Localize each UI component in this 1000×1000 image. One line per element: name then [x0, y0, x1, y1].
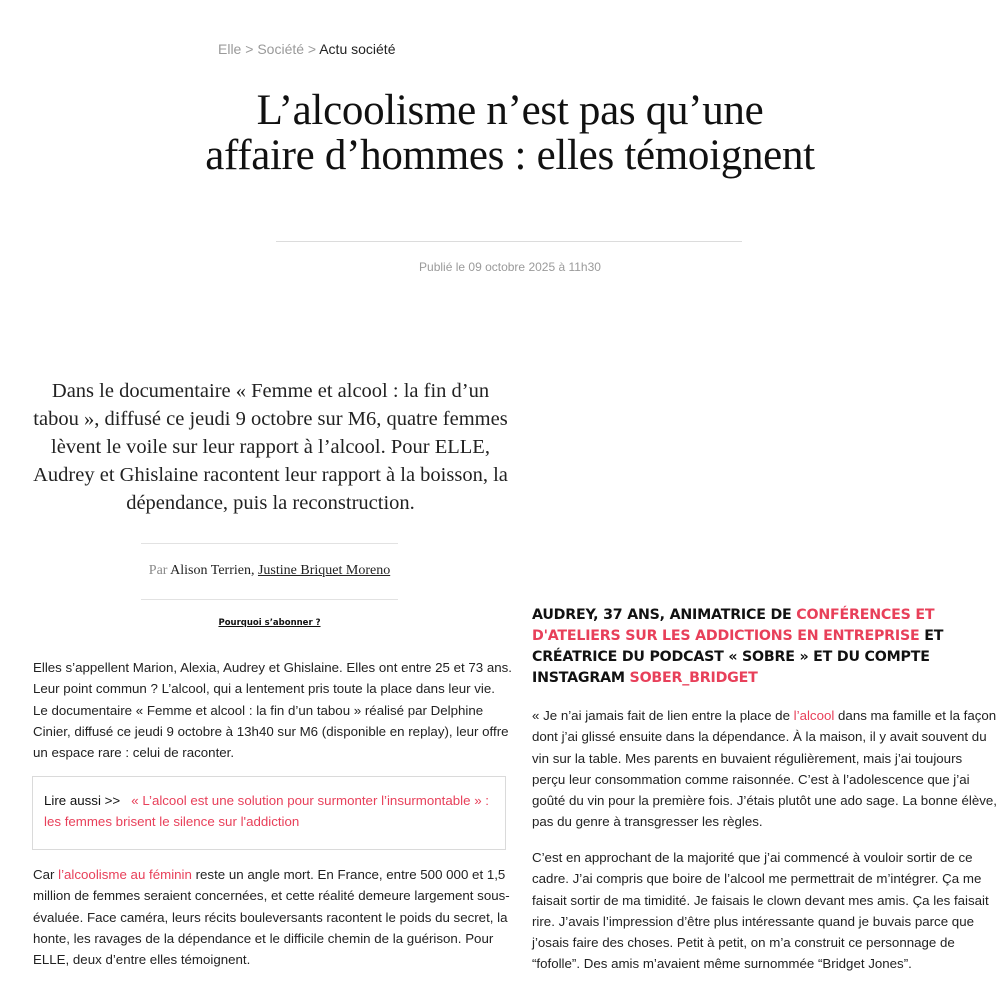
context-paragraph [33, 864, 513, 970]
text-segment: « Je n’ai jamais fait de lien entre la place de [532, 708, 794, 723]
article-lead: Dans le documentaire « Femme et alcool : la fin d’un tabou », diffusé ce jeudi 9 octobre sur M6, quatre femmes lèvent le voile sur leur rapport à l’alcool. Pour ELLE, Audrey et Ghislaine racontent leur rapport à la boisson, la dépendance, puis la reconstruction. [33, 380, 508, 514]
read-also-box [32, 776, 506, 850]
intro-paragraph: Elles s’appellent Marion, Alexia, Audrey et Ghislaine. Elles ont entre 25 et 73 ans. Leur point commun ? L’alcool, qui a lentement pris toute la place dans leur vie. Le documentaire « Femme et alcool : la fin d’un tabou » réalisé par Delphine Cinier, diffusé ce jeudi 9 octobre à 13h40 sur M6 (disponible en replay), leur offre un espace rare : celui de raconter. [33, 660, 512, 761]
byline-divider-top [141, 543, 398, 544]
title-divider [276, 241, 742, 242]
byline-divider-bottom [141, 599, 398, 600]
read-also-link[interactable]: « L’alcool est une solution pour surmonter l’insurmontable » : les femmes brisent le silence sur l'addiction [44, 793, 489, 830]
author-name: Alison Terrien [170, 563, 251, 578]
section-heading [532, 605, 972, 689]
breadcrumb-separator: > [307, 41, 320, 57]
publication-date: Publié le 09 octobre 2025 à 11h30 [419, 260, 601, 274]
heading-segment: AUDREY, 37 ANS, ANIMATRICE DE [532, 607, 797, 623]
text-segment: Car [33, 867, 59, 882]
byline-prefix: Par [148, 563, 171, 578]
instagram-link[interactable]: SOBER_BRIDGET [629, 670, 758, 686]
testimony-paragraph-2: C’est en approchant de la majorité que j’ai commencé à vouloir sortir de ce cadre. J’ai compris que boire de l’alcool me permettrait de m’intégrer. Ça me faisait sortir de ma timidité. Je faisais le clown devant mes amis. Ça les faisait rire. J’avais l’impression d’être plus intéressante quand je buvais parce que j’osais faire des choses. Petit à petit, on m’a construit ce personnage de “fofolle”. Des amis m’avaient même surnommée “Bridget Jones”. [532, 850, 989, 972]
breadcrumb-item-current: Actu société [319, 41, 396, 57]
testimony-paragraph-1 [532, 705, 997, 833]
text-segment: dans ma famille et la façon dont j’ai glissé ensuite dans la dépendance. À la maison, il y avait souvent du vin sur la table. Mes parents en buvaient régulièrement, mais j’ai toujours perçu leur consommation comme raisonnée. C’est à l’adolescence que j’ai goûté du vin pour la première fois. J’étais plutôt une ado sage. La bonne élève, pas du genre à transgresser les règles. [532, 708, 997, 830]
read-also-label: Lire aussi >> [44, 793, 121, 808]
subscribe-link[interactable]: Pourquoi s’abonner ? [218, 618, 321, 628]
byline-separator: , [250, 563, 258, 578]
article-title: L’alcoolisme n’est pas qu’une affaire d’hommes : elles témoignent [205, 87, 815, 179]
heading-segment: ET CRÉATRICE DU PODCAST « SOBRE » ET DU COMPTE INSTAGRAM [532, 628, 944, 686]
conferences-link[interactable]: CONFÉRENCES ET D'ATELIERS SUR LES ADDICTIONS EN ENTREPRISE [532, 607, 935, 644]
breadcrumb-item-elle[interactable]: Elle [218, 41, 242, 57]
breadcrumb [218, 41, 395, 57]
text-segment: reste un angle mort. En France, entre 500 000 et 1,5 million de femmes seraient concernées, et cette réalité demeure largement sous-évaluée. Face caméra, leurs récits bouleversants racontent le poids du secret, la honte, les ravages de la dépendance et le difficile chemin de la guérison. Pour ELLE, deux d’entre elles témoignent. [33, 867, 510, 968]
author-link[interactable]: Justine Briquet Moreno [257, 563, 391, 578]
breadcrumb-item-societe[interactable]: Société [257, 41, 305, 57]
breadcrumb-separator: > [245, 41, 258, 57]
alcool-link[interactable]: l’alcool [793, 708, 835, 723]
byline [141, 563, 398, 579]
alcoolisme-feminin-link[interactable]: l’alcoolisme au féminin [58, 867, 192, 882]
